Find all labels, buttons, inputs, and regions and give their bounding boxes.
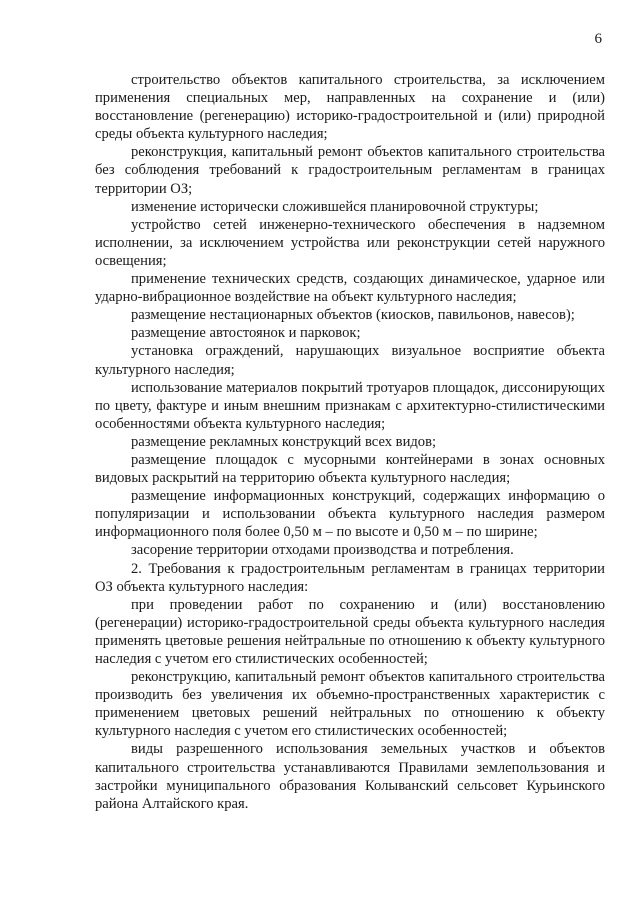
paragraph: изменение исторически сложившейся планировочной структуры; [131,198,539,215]
paragraph: размещение информационных конструкций, содержащих информацию о популяризации и использовании объекта культурного наследия размером информационного поля более 0,50 м – по высоте и 0,50 м – по ширине; [95,488,605,541]
paragraph: использование материалов покрытий тротуаров площадок, диссонирующих по цвету, фактуре и иным внешним признакам с архитектурно-стилистическими особенностями объекта культурного наследия; [95,379,605,432]
paragraph: установка ограждений, нарушающих визуальное восприятие объекта культурного наследия; [95,343,605,378]
paragraph: виды разрешенного использования земельных участков и объектов капитального строительства устанавливаются Правилами землепользования и застройки муниципального образования Колыванский сельсовет Курьинского района Алтайского края. [95,741,605,812]
paragraph: размещение рекламных конструкций всех видов; [131,433,437,450]
paragraph: размещение площадок с мусорными контейнерами в зонах основных видовых раскрытий на территорию объекта культурного наследия; [95,451,605,487]
paragraph: строительство объектов капитального строительства, за исключением применения специальных мер, направленных на сохранение и (или) восстановление (регенерацию) историко-градостроительной и (или) природной среды объекта культурного наследия; [95,72,605,143]
page-number: 6 [594,31,602,47]
paragraph: размещение автостоянок и парковок; [131,325,361,342]
paragraph: применение технических средств, создающих динамическое, ударное или ударно-вибрационное воздействие на объект культурного наследия; [95,271,605,306]
paragraph: размещение нестационарных объектов (киосков, павильонов, навесов); [131,307,575,324]
document-body [95,71,605,813]
paragraph: при проведении работ по сохранению и (или) восстановлению (регенерации) историко-градостроительной среды объекта культурного наследия применять цветовые решения нейтральные по отношению к объекту культурного наследия с учетом его стилистических особенностей; [95,596,605,667]
paragraph: устройство сетей инженерно-технического обеспечения в надземном исполнении, за исключением устройства или реконструкции сетей наружного освещения; [95,216,605,269]
paragraph: реконструкция, капитальный ремонт объектов капитального строительства без соблюдения требований к градостроительным регламентам в границах территории ОЗ; [95,144,605,197]
paragraph: засорение территории отходами производства и потребления. [131,542,514,559]
paragraph: реконструкцию, капитальный ремонт объектов капитального строительства производить без увеличения их объемно-пространственных характеристик с применением цветовых решений нейтральных по отношению к объекту культурного наследия с учетом его стилистических особенностей; [95,669,605,740]
section-heading: 2. Требования к градостроительным регламентам в границах территории ОЗ объекта культурного наследия: [95,560,605,595]
